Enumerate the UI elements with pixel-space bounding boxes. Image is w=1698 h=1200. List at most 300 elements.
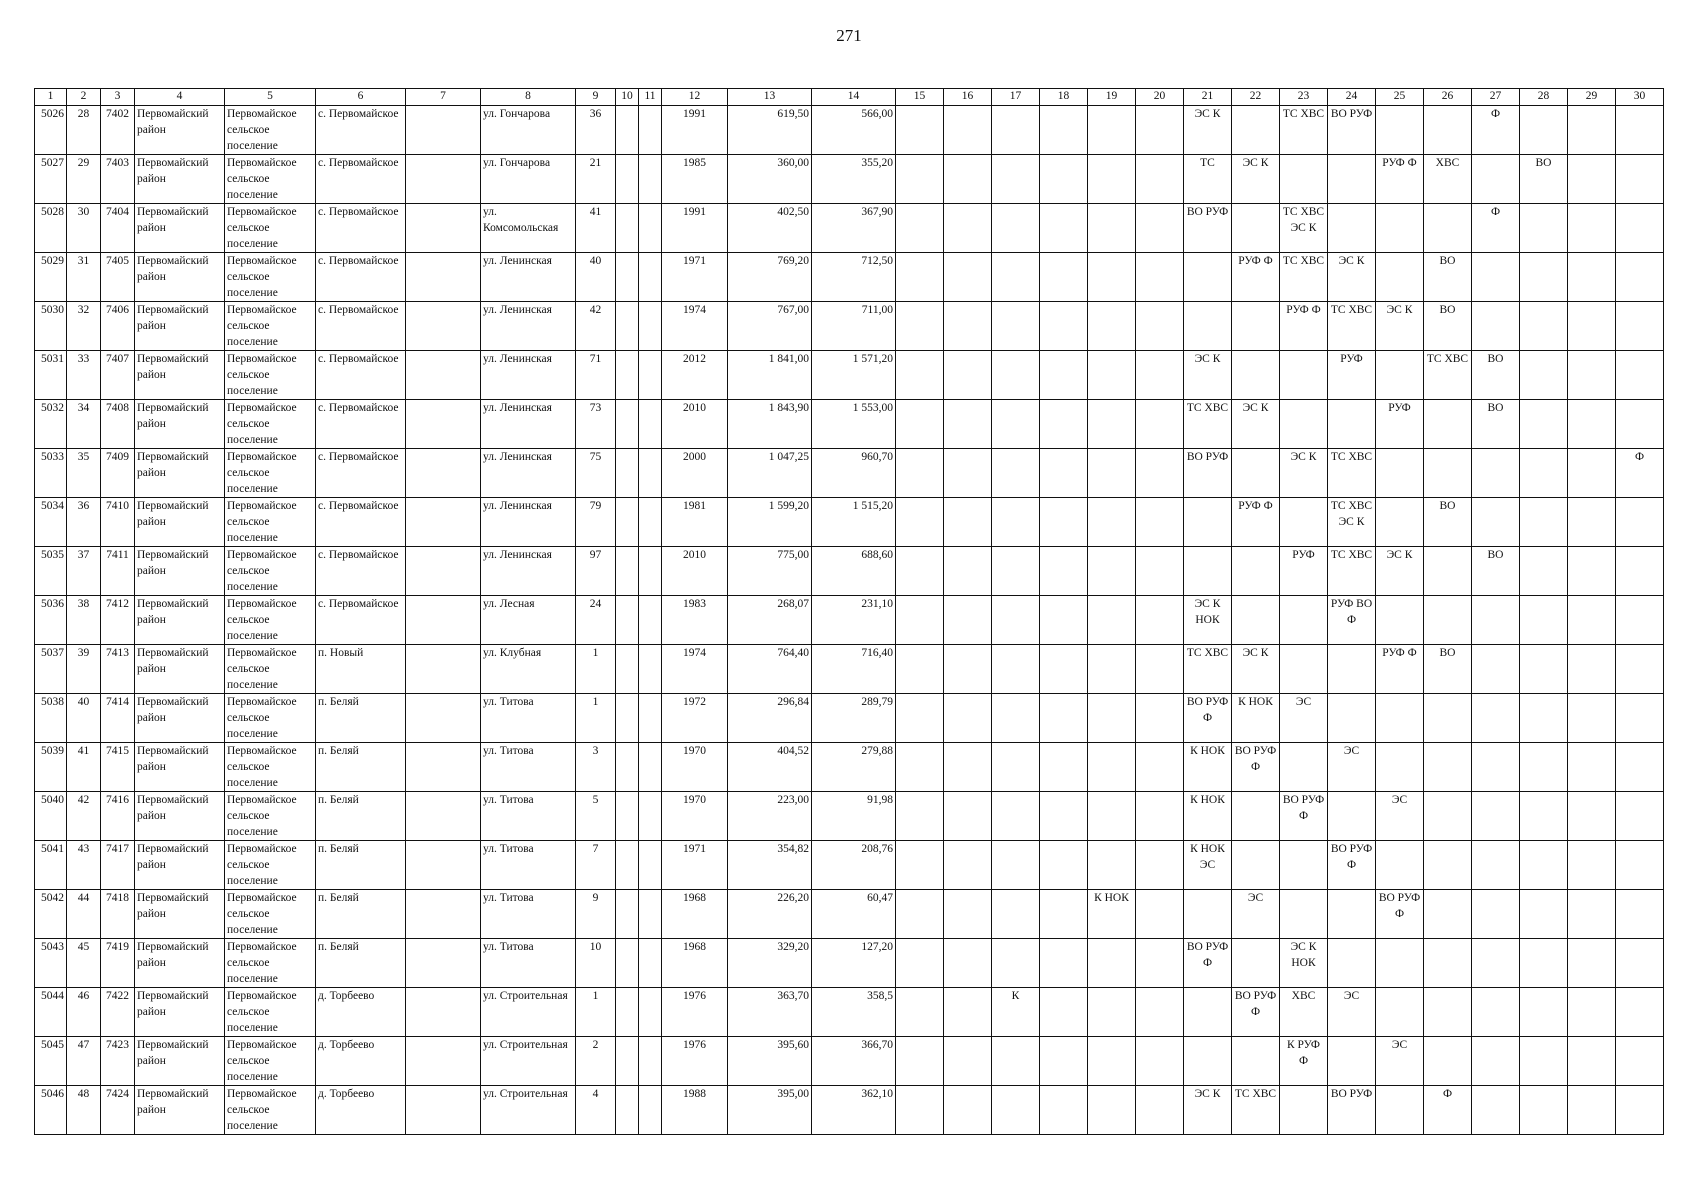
table-cell: Первомайское сельское поселение [225, 792, 316, 841]
table-cell: п. Новый [316, 645, 406, 694]
table-cell [1424, 988, 1472, 1037]
column-header: 5 [225, 89, 316, 106]
table-cell [992, 400, 1040, 449]
table-cell [992, 939, 1040, 988]
table-cell: с. Первомайское [316, 253, 406, 302]
table-cell [1472, 302, 1520, 351]
table-cell [1088, 106, 1136, 155]
table-cell [1472, 792, 1520, 841]
table-cell [992, 155, 1040, 204]
table-cell: 1971 [662, 841, 728, 890]
table-cell [1040, 302, 1088, 351]
table-cell: 1968 [662, 939, 728, 988]
table-cell [1040, 694, 1088, 743]
table-row [35, 400, 1664, 449]
table-cell [1136, 204, 1184, 253]
table-cell [944, 498, 992, 547]
table-cell [1520, 645, 1568, 694]
table-cell: 41 [67, 743, 101, 792]
table-cell [1136, 498, 1184, 547]
table-cell: 1983 [662, 596, 728, 645]
table-cell [1424, 1037, 1472, 1086]
table-cell [992, 547, 1040, 596]
table-cell: п. Беляй [316, 743, 406, 792]
table-cell [944, 792, 992, 841]
table-cell: 711,00 [812, 302, 896, 351]
table-cell: 33 [67, 351, 101, 400]
column-header: 9 [576, 89, 616, 106]
table-cell [1376, 939, 1424, 988]
table-cell [1424, 596, 1472, 645]
table-row [35, 988, 1664, 1037]
column-header: 14 [812, 89, 896, 106]
table-cell [1568, 547, 1616, 596]
table-cell [406, 302, 481, 351]
table-cell: 97 [576, 547, 616, 596]
table-cell [896, 204, 944, 253]
table-cell [1040, 498, 1088, 547]
table-cell [639, 988, 662, 1037]
table-cell [1040, 449, 1088, 498]
table-cell: 5032 [35, 400, 67, 449]
table-cell: 7404 [101, 204, 135, 253]
table-cell [1040, 547, 1088, 596]
table-cell [616, 155, 639, 204]
table-cell: 1981 [662, 498, 728, 547]
table-cell [944, 743, 992, 792]
table-cell: Первомайское сельское поселение [225, 1037, 316, 1086]
table-cell: 79 [576, 498, 616, 547]
table-cell [992, 743, 1040, 792]
table-cell: ВО РУФ Ф [1232, 743, 1280, 792]
table-cell: ВО РУФ [1328, 1086, 1376, 1135]
column-header: 11 [639, 89, 662, 106]
table-cell [896, 253, 944, 302]
table-cell [1088, 351, 1136, 400]
table-cell [1376, 596, 1424, 645]
table-cell [992, 694, 1040, 743]
table-cell: 7407 [101, 351, 135, 400]
table-cell: ул. Строительная [481, 1086, 576, 1135]
table-cell: Первомайский район [135, 155, 225, 204]
table-cell [1568, 498, 1616, 547]
table-cell: ул. Титова [481, 890, 576, 939]
column-header: 16 [944, 89, 992, 106]
table-cell: ТС ХВС [1184, 400, 1232, 449]
table-cell: 7 [576, 841, 616, 890]
table-cell [1424, 204, 1472, 253]
table-cell [1520, 253, 1568, 302]
table-cell: 716,40 [812, 645, 896, 694]
table-cell: 231,10 [812, 596, 896, 645]
table-cell: 5026 [35, 106, 67, 155]
table-cell [1136, 547, 1184, 596]
table-cell [616, 645, 639, 694]
column-header: 24 [1328, 89, 1376, 106]
table-cell [1088, 939, 1136, 988]
table-row [35, 449, 1664, 498]
table-cell [1136, 351, 1184, 400]
table-cell [1376, 498, 1424, 547]
table-cell [896, 106, 944, 155]
table-cell [944, 890, 992, 939]
table-cell [406, 498, 481, 547]
table-cell: ВО [1424, 302, 1472, 351]
table-cell [1520, 939, 1568, 988]
table-cell: Первомайский район [135, 988, 225, 1037]
table-cell [1520, 400, 1568, 449]
table-cell [1568, 694, 1616, 743]
housing-register-table [34, 88, 1664, 1135]
table-cell [1520, 694, 1568, 743]
table-cell: 360,00 [728, 155, 812, 204]
table-cell [616, 351, 639, 400]
table-cell [1040, 1037, 1088, 1086]
table-cell: п. Беляй [316, 694, 406, 743]
table-cell [896, 939, 944, 988]
table-cell [616, 1037, 639, 1086]
table-cell [1040, 204, 1088, 253]
table-cell [1232, 939, 1280, 988]
table-cell: п. Беляй [316, 939, 406, 988]
table-cell: 7406 [101, 302, 135, 351]
table-cell: Первомайское сельское поселение [225, 106, 316, 155]
table-cell: ВО РУФ [1184, 204, 1232, 253]
table-cell [1568, 155, 1616, 204]
table-cell [1040, 253, 1088, 302]
table-cell [406, 449, 481, 498]
table-cell: ЭС К НОК [1184, 596, 1232, 645]
table-cell [639, 645, 662, 694]
table-cell: с. Первомайское [316, 547, 406, 596]
table-cell [1568, 596, 1616, 645]
table-cell: ул. Ленинская [481, 302, 576, 351]
table-cell [639, 498, 662, 547]
table-cell [1280, 155, 1328, 204]
column-header: 18 [1040, 89, 1088, 106]
table-cell: 43 [67, 841, 101, 890]
table-cell: 5042 [35, 890, 67, 939]
table-cell: ЭС К [1232, 155, 1280, 204]
table-cell: 1988 [662, 1086, 728, 1135]
table-cell [1088, 743, 1136, 792]
table-cell [1088, 155, 1136, 204]
table-cell [1568, 106, 1616, 155]
table-cell [944, 155, 992, 204]
table-cell: 28 [67, 106, 101, 155]
table-cell [1424, 547, 1472, 596]
table-cell: 1991 [662, 106, 728, 155]
table-cell [406, 596, 481, 645]
table-cell: 226,20 [728, 890, 812, 939]
table-cell: ул. Ленинская [481, 351, 576, 400]
table-cell: 41 [576, 204, 616, 253]
table-cell [1088, 1086, 1136, 1135]
table-cell: 1 553,00 [812, 400, 896, 449]
table-cell: ТС ХВС [1184, 645, 1232, 694]
table-cell: Первомайский район [135, 253, 225, 302]
table-cell: д. Торбеево [316, 988, 406, 1037]
table-cell: 1 [576, 645, 616, 694]
table-cell [616, 792, 639, 841]
table-cell [896, 302, 944, 351]
table-cell: 223,00 [728, 792, 812, 841]
table-cell: 45 [67, 939, 101, 988]
table-cell [1424, 792, 1472, 841]
table-cell [1472, 743, 1520, 792]
table-cell: ТС ХВС ЭС К [1280, 204, 1328, 253]
table-cell: 5036 [35, 596, 67, 645]
table-cell [992, 204, 1040, 253]
table-cell [1232, 351, 1280, 400]
table-cell [1616, 253, 1664, 302]
table-cell [1328, 155, 1376, 204]
table-cell [406, 1086, 481, 1135]
table-cell [1232, 547, 1280, 596]
column-header: 7 [406, 89, 481, 106]
table-cell [1424, 449, 1472, 498]
table-cell: 1974 [662, 645, 728, 694]
table-cell: 619,50 [728, 106, 812, 155]
table-cell [944, 204, 992, 253]
table-cell: п. Беляй [316, 890, 406, 939]
table-cell [616, 106, 639, 155]
table-cell: Первомайский район [135, 792, 225, 841]
table-cell [1088, 204, 1136, 253]
table-cell: ул. Строительная [481, 988, 576, 1037]
table-cell [1088, 792, 1136, 841]
table-cell: 5038 [35, 694, 67, 743]
table-cell [1472, 939, 1520, 988]
table-cell: Первомайский район [135, 449, 225, 498]
table-cell: 5035 [35, 547, 67, 596]
table-cell: 32 [67, 302, 101, 351]
table-cell: 60,47 [812, 890, 896, 939]
table-cell: 7419 [101, 939, 135, 988]
table-cell: 2 [576, 1037, 616, 1086]
table-cell [1088, 253, 1136, 302]
table-cell: 44 [67, 890, 101, 939]
table-cell: 91,98 [812, 792, 896, 841]
table-cell [1376, 351, 1424, 400]
table-cell [1376, 694, 1424, 743]
table-cell: 1985 [662, 155, 728, 204]
table-cell [896, 1086, 944, 1135]
table-cell [1568, 400, 1616, 449]
table-cell [992, 596, 1040, 645]
table-cell [639, 1086, 662, 1135]
table-cell [944, 351, 992, 400]
table-cell: ВО РУФ Ф [1184, 694, 1232, 743]
table-cell [1568, 449, 1616, 498]
table-cell [1232, 792, 1280, 841]
table-cell [1280, 743, 1328, 792]
table-cell: д. Торбеево [316, 1037, 406, 1086]
table-cell: 960,70 [812, 449, 896, 498]
table-cell: 31 [67, 253, 101, 302]
table-cell [1280, 400, 1328, 449]
table-cell: ВО [1472, 351, 1520, 400]
table-cell [1136, 253, 1184, 302]
table-cell: Первомайское сельское поселение [225, 694, 316, 743]
table-cell [1616, 645, 1664, 694]
table-cell [1568, 204, 1616, 253]
table-cell: 38 [67, 596, 101, 645]
table-cell [1040, 155, 1088, 204]
table-cell [1520, 890, 1568, 939]
table-row [35, 302, 1664, 351]
table-cell: 42 [67, 792, 101, 841]
table-cell [1376, 253, 1424, 302]
table-cell: Первомайское сельское поселение [225, 547, 316, 596]
table-cell: 36 [576, 106, 616, 155]
table-cell: 775,00 [728, 547, 812, 596]
table-row [35, 939, 1664, 988]
table-cell: ВО [1424, 645, 1472, 694]
table-cell: 24 [576, 596, 616, 645]
table-cell [1616, 694, 1664, 743]
table-cell [1136, 841, 1184, 890]
table-cell [1616, 204, 1664, 253]
table-cell: 1 [576, 988, 616, 1037]
table-cell: 395,60 [728, 1037, 812, 1086]
table-cell: 296,84 [728, 694, 812, 743]
table-cell: Первомайское сельское поселение [225, 841, 316, 890]
table-cell [639, 449, 662, 498]
table-cell [616, 890, 639, 939]
table-cell [992, 449, 1040, 498]
table-cell [1472, 694, 1520, 743]
table-cell [616, 302, 639, 351]
table-cell [1472, 498, 1520, 547]
table-row [35, 204, 1664, 253]
table-cell: 358,5 [812, 988, 896, 1037]
table-cell: 1971 [662, 253, 728, 302]
table-row [35, 253, 1664, 302]
table-cell: 2010 [662, 547, 728, 596]
table-cell [992, 1086, 1040, 1135]
table-cell [992, 792, 1040, 841]
column-header: 29 [1568, 89, 1616, 106]
table-cell [616, 204, 639, 253]
table-cell [944, 547, 992, 596]
page-number: 271 [836, 26, 862, 45]
table-cell [616, 939, 639, 988]
table-cell [1424, 694, 1472, 743]
table-cell: 767,00 [728, 302, 812, 351]
table-cell [1616, 155, 1664, 204]
table-row [35, 841, 1664, 890]
table-cell [1376, 449, 1424, 498]
table-cell: с. Первомайское [316, 498, 406, 547]
table-cell [1328, 694, 1376, 743]
table-cell: 279,88 [812, 743, 896, 792]
table-cell: 1 843,90 [728, 400, 812, 449]
table-cell: 362,10 [812, 1086, 896, 1135]
table-cell: ВО РУФ [1328, 106, 1376, 155]
table-cell: 4 [576, 1086, 616, 1135]
table-cell [896, 155, 944, 204]
table-cell: ВО [1424, 498, 1472, 547]
table-cell [616, 547, 639, 596]
table-cell: ЭС [1328, 988, 1376, 1037]
table-cell [1568, 645, 1616, 694]
table-cell: 2012 [662, 351, 728, 400]
table-cell: 7411 [101, 547, 135, 596]
table-cell [406, 841, 481, 890]
table-cell: 363,70 [728, 988, 812, 1037]
table-cell: 1991 [662, 204, 728, 253]
table-cell: Первомайское сельское поселение [225, 498, 316, 547]
table-cell [639, 351, 662, 400]
table-cell [1568, 841, 1616, 890]
table-cell: ЭС К [1184, 351, 1232, 400]
table-cell: 5029 [35, 253, 67, 302]
table-cell: Первомайский район [135, 547, 225, 596]
table-cell [992, 1037, 1040, 1086]
column-header: 22 [1232, 89, 1280, 106]
table-cell [1088, 547, 1136, 596]
table-cell [616, 841, 639, 890]
table-cell: ВО [1520, 155, 1568, 204]
table-cell: Первомайский район [135, 204, 225, 253]
table-cell: 1968 [662, 890, 728, 939]
table-cell [1424, 890, 1472, 939]
table-cell [1568, 351, 1616, 400]
table-cell: ул. Титова [481, 792, 576, 841]
table-cell: ТС ХВС [1232, 1086, 1280, 1135]
table-cell [896, 841, 944, 890]
table-cell [1472, 1086, 1520, 1135]
table-row [35, 351, 1664, 400]
table-cell [1232, 302, 1280, 351]
table-cell [1376, 1086, 1424, 1135]
table-cell [1088, 841, 1136, 890]
table-cell: 5030 [35, 302, 67, 351]
table-cell: 40 [576, 253, 616, 302]
table-cell [1472, 890, 1520, 939]
table-cell: Ф [1424, 1086, 1472, 1135]
table-cell: 1 599,20 [728, 498, 812, 547]
table-cell: 7414 [101, 694, 135, 743]
table-cell: 7418 [101, 890, 135, 939]
table-cell: ЭС [1232, 890, 1280, 939]
table-cell: ул. Титова [481, 743, 576, 792]
table-cell [406, 694, 481, 743]
table-cell [1040, 890, 1088, 939]
table-cell [944, 449, 992, 498]
table-cell [944, 1086, 992, 1135]
column-header: 21 [1184, 89, 1232, 106]
table-cell: 7423 [101, 1037, 135, 1086]
table-cell [1088, 1037, 1136, 1086]
table-cell: 7403 [101, 155, 135, 204]
table-cell: 5046 [35, 1086, 67, 1135]
table-cell [1184, 988, 1232, 1037]
table-cell: Первомайское сельское поселение [225, 890, 316, 939]
table-cell: К НОК ЭС [1184, 841, 1232, 890]
table-cell [1040, 351, 1088, 400]
table-cell [1232, 596, 1280, 645]
table-cell: ул. Гончарова [481, 155, 576, 204]
table-cell [992, 498, 1040, 547]
table-cell [1040, 400, 1088, 449]
table-cell: К НОК [1232, 694, 1280, 743]
table-cell [1616, 400, 1664, 449]
table-cell: 7412 [101, 596, 135, 645]
table-cell: ул. Ленинская [481, 498, 576, 547]
table-cell: ЭС [1280, 694, 1328, 743]
